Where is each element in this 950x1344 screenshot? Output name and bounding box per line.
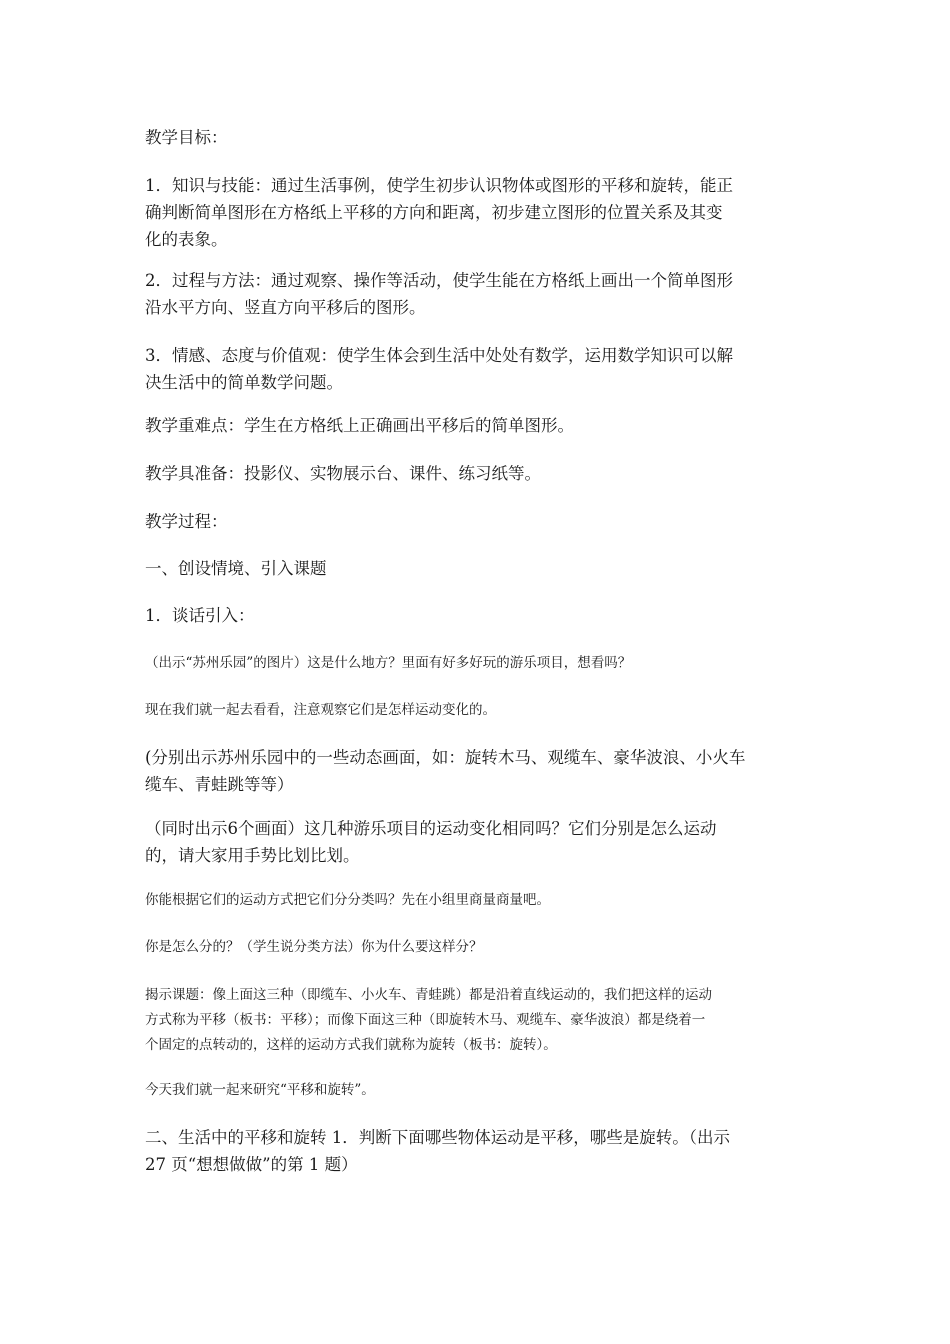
section-heading-1 [145, 555, 810, 582]
text-line: 你能根据它们的运动方式把它们分分类吗？先在小组里商量商量吧。 [145, 892, 550, 908]
how-classify-paragraph [145, 935, 810, 960]
text-line: 2．过程与方法：通过观察、操作等活动，使学生能在方格纸上画出一个简单图形 [145, 271, 733, 290]
key-difficult-points [145, 412, 810, 439]
classify-paragraph [145, 888, 810, 913]
text-line: 的，请大家用手势比划比划。 [145, 846, 360, 865]
text-line: 二、生活中的平移和旋转 1．判断下面哪些物体运动是平移，哪些是旋转。（出示 [145, 1128, 730, 1147]
text-line: 今天我们就一起来研究“平移和旋转”。 [145, 1082, 375, 1098]
text-line: 1．知识与技能：通过生活事例，使学生初步认识物体或图形的平移和旋转，能正 [145, 176, 733, 195]
section-heading-2 [145, 1124, 810, 1178]
text-line: 教学过程： [145, 512, 228, 531]
text-line: 3．情感、态度与价值观：使学生体会到生活中处处有数学，运用数学知识可以解 [145, 346, 733, 365]
text-line: 你是怎么分的？（学生说分类方法）你为什么要这样分？ [145, 939, 483, 955]
text-line: 现在我们就一起去看看，注意观察它们是怎样运动变化的。 [145, 702, 496, 718]
text-line: 决生活中的简单数学问题。 [145, 373, 343, 392]
text-line: 方式称为平移（板书：平移）；而像下面这三种（即旋转木马、观缆车、豪华波浪）都是绕着一 [145, 1012, 706, 1028]
text-line: 揭示课题：像上面这三种（即缆车、小火车、青蛙跳）都是沿着直线运动的，我们把这样的运动 [145, 987, 712, 1003]
text-line: 化的表象。 [145, 230, 228, 249]
text-line: 一、创设情境、引入课题 [145, 559, 327, 578]
text-line: 教学目标： [145, 128, 228, 147]
text-line: 教学重难点：学生在方格纸上正确画出平移后的简单图形。 [145, 416, 574, 435]
goal-process-method [145, 267, 810, 321]
text-line: (分别出示苏州乐园中的一些动态画面，如：旋转木马、观缆车、豪华波浪、小火车 [145, 748, 746, 767]
text-line: 1．谈话引入： [145, 606, 255, 625]
today-paragraph [145, 1078, 810, 1103]
text-line: （同时出示6个画面）这几种游乐项目的运动变化相同吗？它们分别是怎么运动 [145, 819, 717, 838]
show-picture-paragraph [145, 651, 810, 676]
six-scenes-paragraph [145, 815, 810, 869]
teaching-materials [145, 460, 810, 487]
show-scenes-paragraph [145, 744, 810, 798]
goal-knowledge-skills [145, 172, 810, 253]
text-line: 缆车、青蛙跳等等） [145, 775, 294, 794]
text-line: 27 页“想想做做”的第 1 题） [145, 1155, 358, 1174]
text-line: 个固定的点转动的，这样的运动方式我们就称为旋转（板书：旋转）。 [145, 1037, 557, 1053]
step-heading-1 [145, 602, 810, 629]
process-heading [145, 508, 810, 535]
observe-paragraph [145, 698, 810, 723]
reveal-topic-paragraph [145, 983, 810, 1058]
goal-emotion-values [145, 342, 810, 396]
text-line: 确判断简单图形在方格纸上平移的方向和距离，初步建立图形的位置关系及其变 [145, 203, 723, 222]
goal-heading [145, 124, 810, 151]
text-line: （出示“苏州乐园”的图片）这是什么地方？里面有好多好玩的游乐项目，想看吗？ [145, 655, 632, 671]
text-line: 沿水平方向、竖直方向平移后的图形。 [145, 298, 426, 317]
text-line: 教学具准备：投影仪、实物展示台、课件、练习纸等。 [145, 464, 541, 483]
